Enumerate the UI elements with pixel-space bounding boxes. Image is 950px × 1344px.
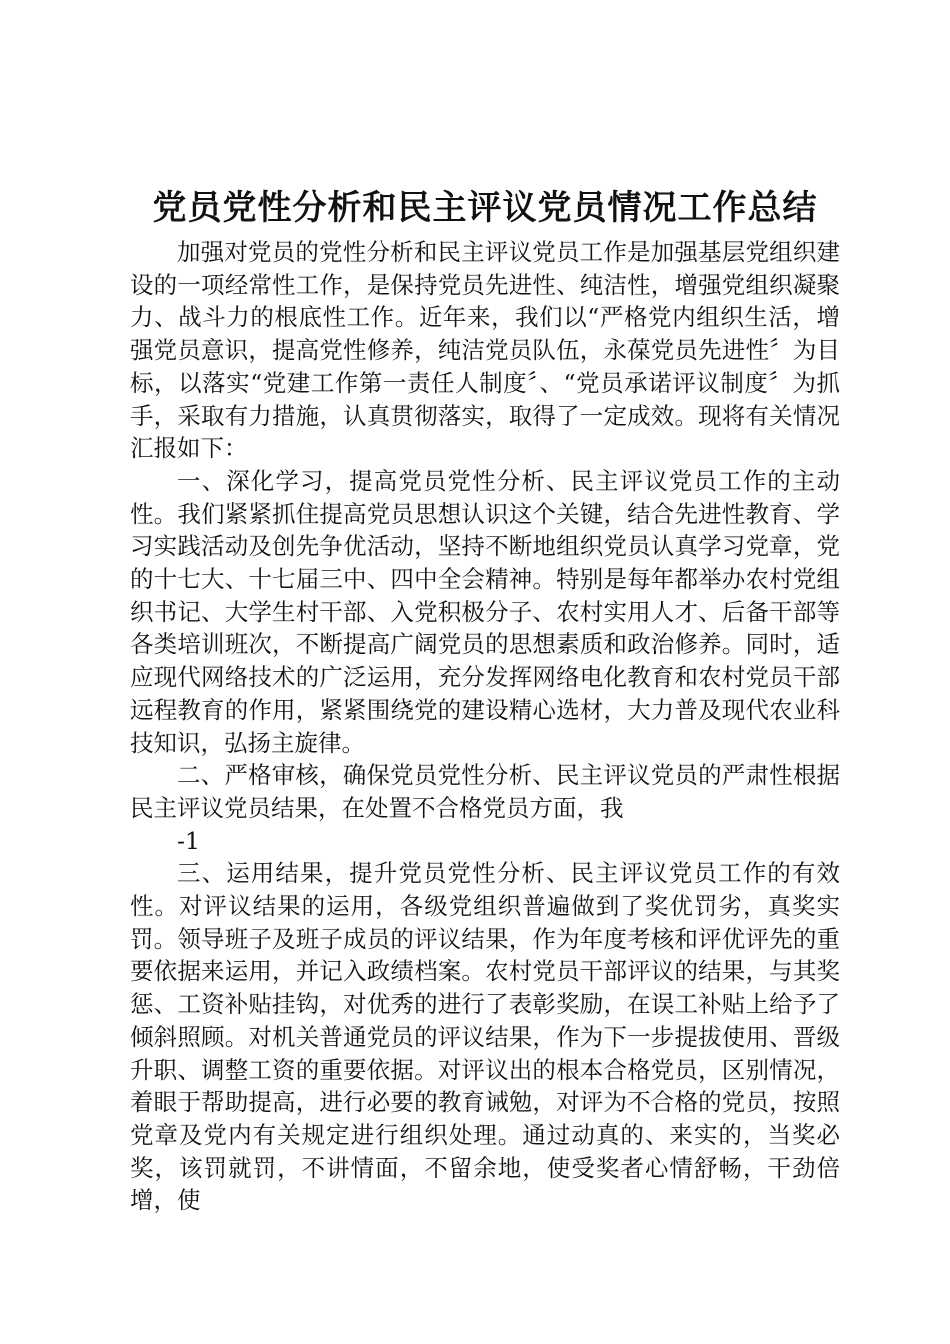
- page-number: -1: [177, 826, 200, 855]
- intro-paragraph: 加强对党员的党性分析和民主评议党员工作是加强基层党组织建设的一项经常性工作，是保持党员先进性、纯洁性，增强党组织凝聚力、战斗力的根底性工作。近年来，我们以“严格党内组织生活，增强党员意识，提高党性修养，纯洁党员队伍，永葆党员先进性〞为目标，以落实“党建工作第一责任人制度〞、“党员承诺评议制度〞为抓手，采取有力措施，认真贯彻落实，取得了一定成效。现将有关情况汇报如下：: [130, 238, 840, 463]
- section-three-paragraph: 三、运用结果，提升党员党性分析、民主评议党员工作的有效性。对评议结果的运用，各级党组织普遍做到了奖优罚劣，真奖实罚。领导班子及班子成员的评议结果，作为年度考核和评优评先的重要依据来运用，并记入政绩档案。农村党员干部评议的结果，与其奖惩、工资补贴挂钩，对优秀的进行了表彰奖励，在误工补贴上给予了倾斜照顾。对机关普通党员的评议结果，作为下一步提拔使用、晋级升职、调整工资的重要依据。对评议出的根本合格党员，区别情况，着眼于帮助提高，进行必要的教育诫勉，对评为不合格的党员，按照党章及党内有关规定进行组织处理。通过动真的、来实的，当奖必奖，该罚就罚，不讲情面，不留余地，使受奖者心情舒畅，干劲倍增，使: [130, 859, 840, 1215]
- document-page: [130, 186, 840, 1217]
- document-title: 党员党性分析和民主评议党员情况工作总结: [152, 188, 818, 228]
- section-two-paragraph: 二、严格审核，确保党员党性分析、民主评议党员的严肃性根据民主评议党员结果，在处置不合格党员方面，我: [130, 761, 840, 822]
- section-one-paragraph: 一、深化学习，提高党员党性分析、民主评议党员工作的主动性。我们紧紧抓住提高党员思想认识这个关键，结合先进性教育、学习实践活动及创先争优活动，坚持不断地组织党员认真学习党章，党的十七大、十七届三中、四中全会精神。特别是每年都举办农村党组织书记、大学生村干部、入党积极分子、农村实用人才、后备干部等各类培训班次，不断提高广阔党员的思想素质和政治修养。同时，适应现代网络技术的广泛运用，充分发挥网络电化教育和农村党员干部远程教育的作用，紧紧围绕党的建设精心选材，大力普及现代农业科技知识，弘扬主旋律。: [130, 466, 840, 757]
